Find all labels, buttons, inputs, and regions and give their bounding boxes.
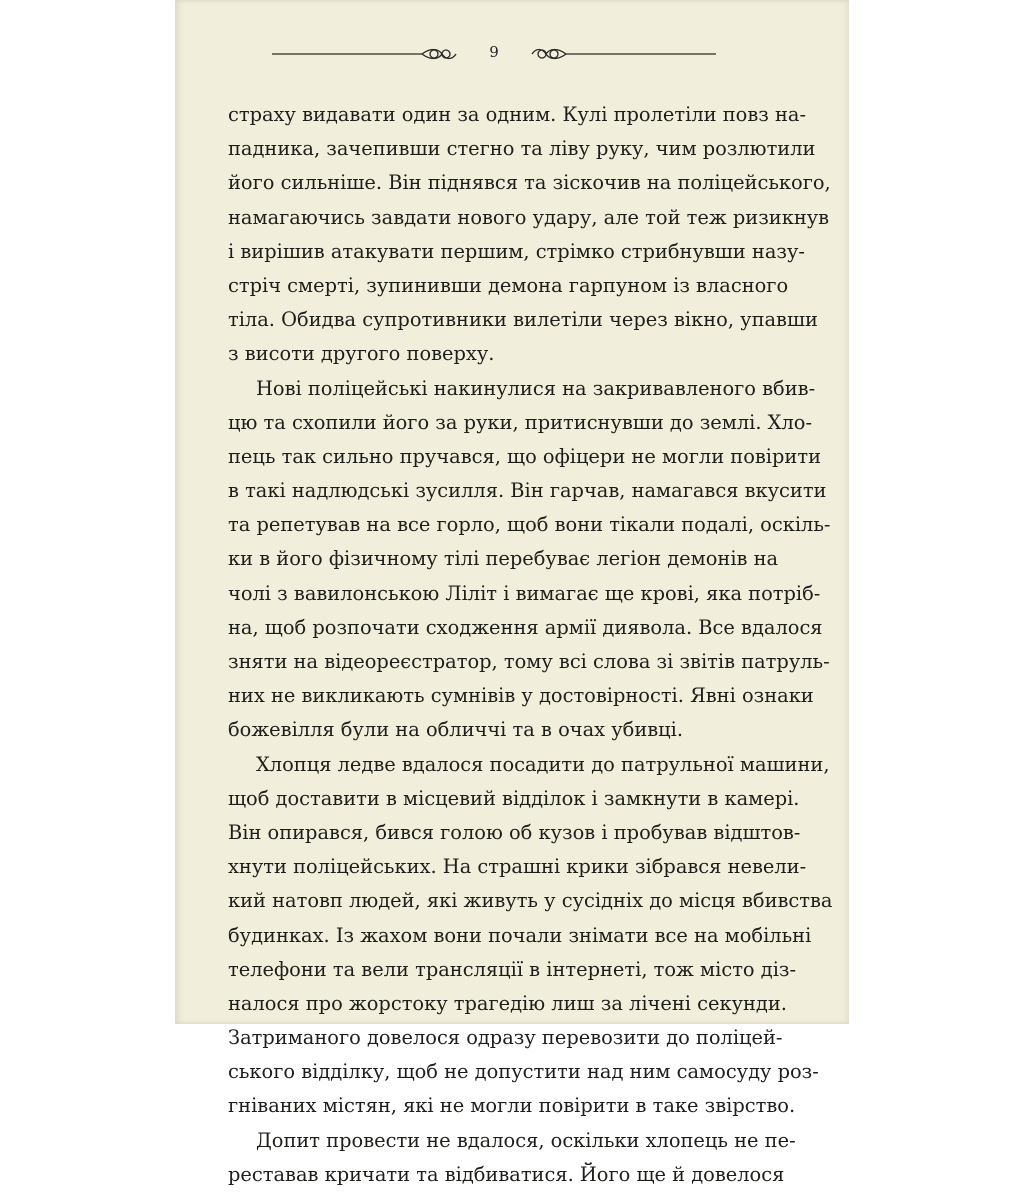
paragraph: [228, 98, 831, 372]
text-line: будинках. Із жахом вони почали знімати все на мобільні: [228, 923, 812, 947]
page-number: 9: [489, 43, 499, 61]
text-line: падника, зачепивши стегно та ліву руку, чим розлютили: [228, 137, 816, 161]
text-line: реставав кричати та відбиватися. Його ще й довелося: [228, 1162, 785, 1186]
text-line: зняти на відеореєстратор, тому всі слова зі звітів патруль-: [228, 650, 830, 673]
text-line: налося про жорстоку трагедію лиш за лічені секунди.: [228, 991, 787, 1015]
text-line: ки в його фізичному тілі перебуває легіон демонів на: [228, 547, 779, 571]
text-line: намагаючись завдати нового удару, але той теж ризикнув: [228, 205, 830, 229]
paragraph: [228, 1124, 796, 1192]
text-line: і вирішив атакувати першим, стрімко стрибнувши назу-: [228, 239, 805, 263]
text-line: Затриманого довелося одразу перевозити до поліцей-: [228, 1026, 783, 1050]
text-line: його сильніше. Він піднявся та зіскочив на поліцейського,: [228, 171, 831, 195]
text-line: Він опирався, бився голою об кузов і пробував відштов-: [228, 820, 801, 844]
text-line: тіла. Обидва супротивники вилетіли через вікно, упавши: [228, 308, 818, 332]
body-text: [228, 98, 833, 1192]
text-line: цю та схопили його за руки, притиснувши до землі. Хло-: [228, 410, 813, 434]
book-page: [175, 0, 849, 1186]
text-line: щоб доставити в місцевий відділок і замкнути в камері.: [228, 786, 800, 810]
text-line: на, щоб розпочати сходження армії диявола. Все вдалося: [228, 615, 823, 639]
text-line: них не викликають сумнівів у достовірності. Явні ознаки: [228, 684, 814, 708]
text-line: телефони та вели трансляції в інтернеті, тож місто дiз-: [228, 957, 797, 981]
text-line: гніваних містян, які не могли повірити в таке звірство.: [228, 1094, 796, 1118]
paragraph: [228, 372, 831, 748]
paragraph: [228, 748, 833, 1124]
text-line: пець так сильно пручався, що офіцери не могли повірити: [228, 444, 821, 468]
text-line: Нові поліцейські накинулися на закривавленого вбив-: [256, 376, 816, 400]
text-line: стріч смерті, зупинивши демона гарпуном із власного: [228, 273, 789, 297]
text-line: з висоти другого поверху.: [228, 342, 495, 366]
text-line: страху видавати один за одним. Кулі пролетіли повз на-: [228, 103, 807, 126]
text-line: кий натовп людей, які живуть у сусідніх до місця вбивства: [228, 889, 833, 913]
text-line: ського відділку, щоб не допустити над ним самосуду роз-: [228, 1060, 819, 1084]
text-line: хнути поліцейських. На страшні крики зібрався невели-: [228, 855, 807, 879]
page-header-ornament: [272, 36, 716, 72]
text-line: Допит провести не вдалося, оскільки хлопець не пе-: [256, 1128, 796, 1152]
text-line: божевілля були на обличчі та в очах убивці.: [228, 718, 683, 742]
text-line: та репетував на все горло, щоб вони тікали подалі, оскіль-: [228, 513, 831, 537]
text-line: Хлопця ледве вдалося посадити до патрульної машини,: [256, 752, 830, 776]
text-line: в такі надлюдські зусилля. Він гарчав, намагався вкусити: [228, 479, 827, 503]
text-line: чолі з вавилонською Ліліт і вимагає ще крові, яка потріб-: [228, 581, 821, 605]
